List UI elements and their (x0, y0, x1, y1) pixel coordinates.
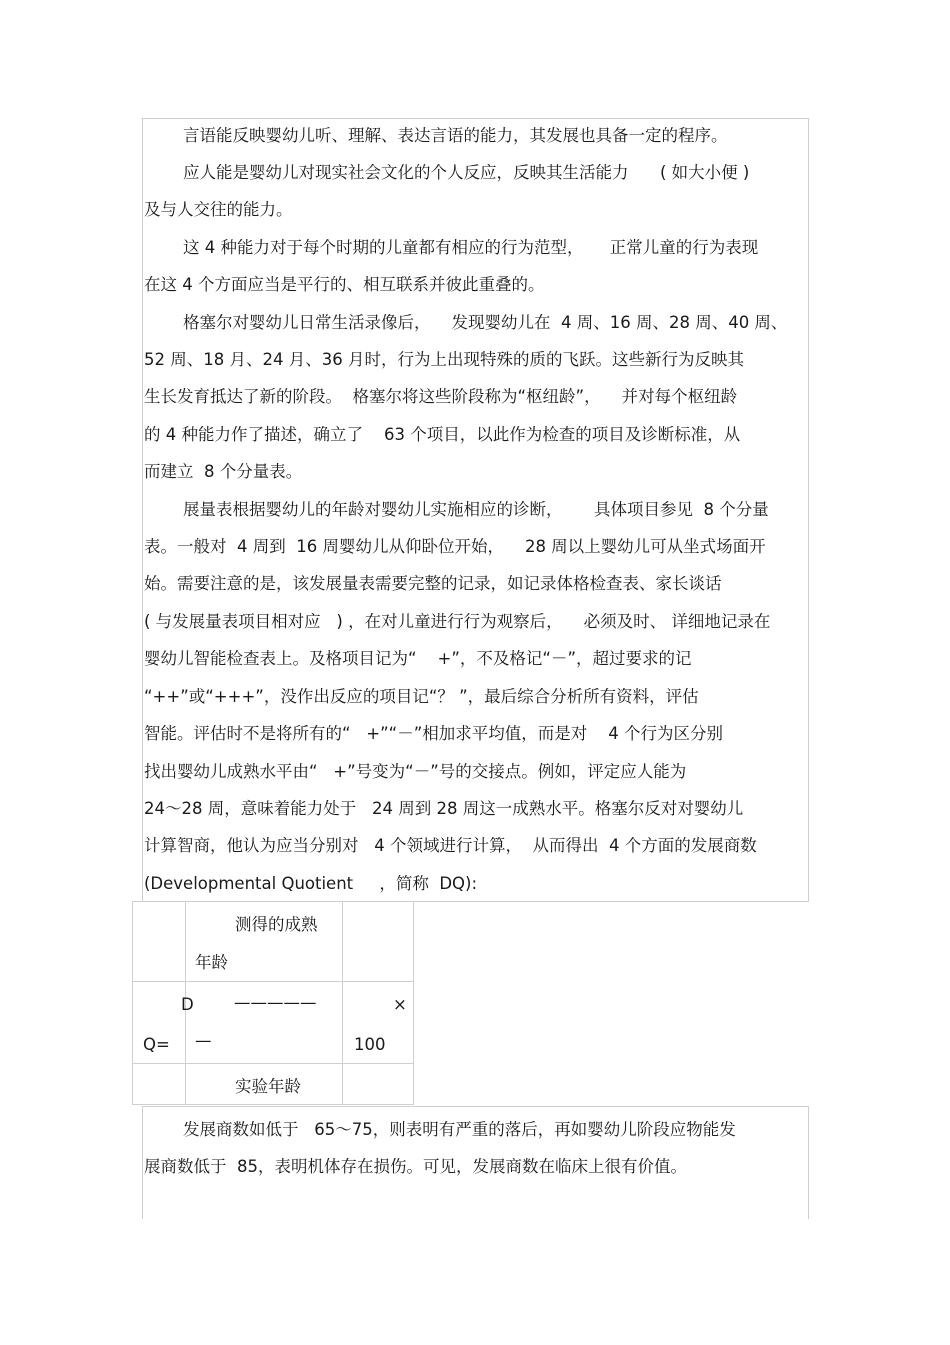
paragraph-line: 言语能反映婴幼儿听、理解、表达言语的能力，其发展也具备一定的程序。 (183, 126, 728, 145)
formula-denominator: 实验年龄 (235, 1077, 301, 1096)
formula-q-label: Q= (143, 1035, 170, 1054)
formula-d-letter: D (181, 995, 194, 1014)
paragraph-line: 计算智商，他认为应当分别对 4 个领域进行计算， 从而得出 4 个方面的发展商数 (144, 836, 757, 855)
paragraph-line: 表。一般对 4 周到 16 周婴幼儿从仰卧位开始， 28 周以上婴幼儿可从坐式场面开 (144, 537, 766, 556)
formula-numerator-line2: 年龄 (195, 953, 228, 972)
closing-line: 展商数低于 85，表明机体存在损伤。可见，发展商数在临床上很有价值。 (144, 1157, 687, 1176)
dq-formula-table (132, 901, 414, 1105)
paragraph-line: (Developmental Quotient ，简称 DQ): (144, 874, 478, 893)
paragraph-line: 的 4 种能力作了描述，确立了 63 个项目，以此作为检查的项目及诊断标准，从 (144, 425, 741, 444)
formula-numerator-line1: 测得的成熟 (235, 915, 318, 934)
formula-hundred: 100 (354, 1035, 386, 1054)
formula-times-sign: × (393, 995, 407, 1014)
paragraph-line: 找出婴幼儿成熟水平由“ +”号变为“－”号的交接点。例如，评定应人能为 (144, 762, 687, 781)
paragraph-line: 应人能是婴幼儿对现实社会文化的个人反应，反映其生活能力 ( 如大小便 ) (183, 163, 750, 182)
paragraph-line: 而建立 8 个分量表。 (144, 462, 303, 481)
paragraph-line: 及与人交往的能力。 (144, 200, 293, 219)
paragraph-line: 生长发育抵达了新的阶段。 格塞尔将这些阶段称为“枢纽龄”， 并对每个枢纽龄 (144, 387, 738, 406)
paragraph-line: 格塞尔对婴幼儿日常生活录像后， 发现婴幼儿在 4 周、16 周、28 周、40 周、 (183, 313, 788, 332)
paragraph-line: 这 4 种能力对于每个时期的儿童都有相应的行为范型， 正常儿童的行为表现 (183, 238, 759, 257)
formula-fraction-bar-tail: — (195, 1031, 212, 1050)
paragraph-line: 始。需要注意的是，该发展量表需要完整的记录，如记录体格检查表、家长谈话 (144, 574, 722, 593)
paragraph-line: 52 周、18 月、24 月、36 月时，行为上出现特殊的质的飞跃。这些新行为反映其 (144, 350, 744, 369)
paragraph-line: 在这 4 个方面应当是平行的、相互联系并彼此重叠的。 (144, 275, 545, 294)
paragraph-line: 婴幼儿智能检查表上。及格项目记为“ +”，不及格记“－”，超过要求的记 (144, 649, 692, 668)
closing-line: 发展商数如低于 65～75，则表明有严重的落后，再如婴幼儿阶段应物能发 (183, 1120, 736, 1139)
paragraph-line: 智能。评估时不是将所有的“ +”“－”相加求平均值，而是对 4 个行为区分别 (144, 724, 723, 743)
paragraph-line: 24～28 周，意味着能力处于 24 周到 28 周这一成熟水平。格塞尔反对对婴幼儿 (144, 799, 744, 818)
formula-fraction-bar: ————— (234, 993, 317, 1012)
paragraph-line: ( 与发展量表项目相对应 ) ，在对儿童进行行为观察后， 必须及时、 详细地记录在 (144, 612, 771, 631)
paragraph-line: 展量表根据婴幼儿的年龄对婴幼儿实施相应的诊断， 具体项目参见 8 个分量 (183, 500, 769, 519)
paragraph-line: “++”或“+++”，没作出反应的项目记“？ ”，最后综合分析所有资料，评估 (144, 687, 699, 706)
